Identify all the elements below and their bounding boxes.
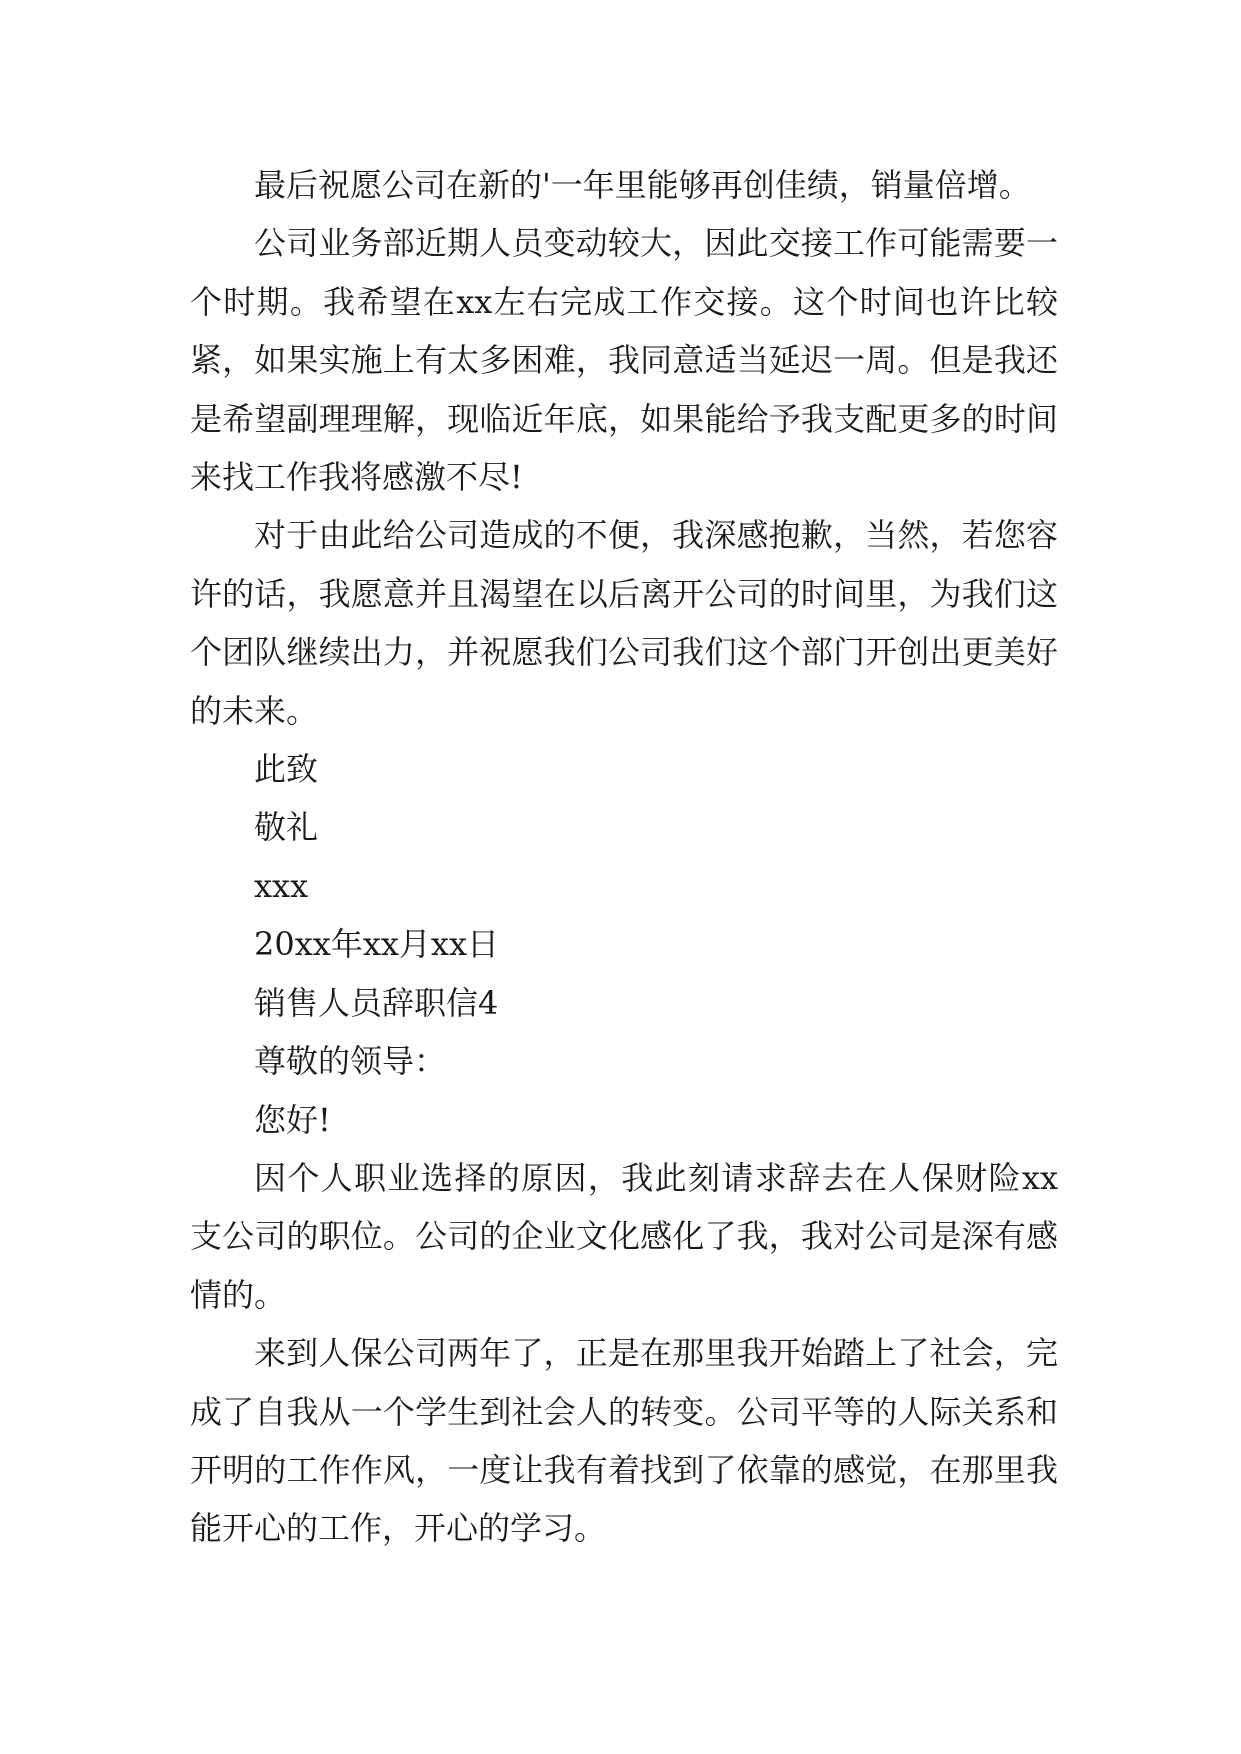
hello-line: 您好! bbox=[254, 1100, 331, 1139]
closing-line: 此致 bbox=[254, 750, 319, 789]
signature: xxx bbox=[254, 866, 309, 905]
paragraph: 来到人保公司两年了，正是在那里我开始踏上了社会，完成了自我从一个学生到社会人的转变。公司平等的人际关系和开明的工作作风，一度让我有着找到了依靠的感觉，在那里我能开心的工作，开心的学习。 bbox=[190, 1334, 1058, 1548]
paragraph: 公司业务部近期人员变动较大，因此交接工作可能需要一个时期。我希望在xx左右完成工作交接。这个时间也许比较紧，如果实施上有太多困难，我同意适当延迟一周。但是我还是希望副理理解，现临近年底，如果能给予我支配更多的时间来找工作我将感激不尽! bbox=[190, 224, 1058, 497]
salute-line: 敬礼 bbox=[254, 808, 319, 847]
paragraph: 最后祝愿公司在新的'一年里能够再创佳绩，销量倍增。 bbox=[254, 166, 1031, 204]
paragraph: 对于由此给公司造成的不便，我深感抱歉，当然，若您容许的话，我愿意并且渴望在以后离开公司的时间里，为我们这个团队继续出力，并祝愿我们公司我们这个部门开创出更美好的未来。 bbox=[190, 516, 1058, 730]
document-body bbox=[190, 156, 1058, 1558]
letter-title: 销售人员辞职信4 bbox=[254, 983, 499, 1022]
date-line: 20xx年xx月xx日 bbox=[254, 925, 500, 964]
paragraph: 因个人职业选择的原因，我此刻请求辞去在人保财险xx支公司的职位。公司的企业文化感化了我，我对公司是深有感情的。 bbox=[190, 1158, 1058, 1314]
greeting: 尊敬的领导： bbox=[254, 1042, 447, 1081]
